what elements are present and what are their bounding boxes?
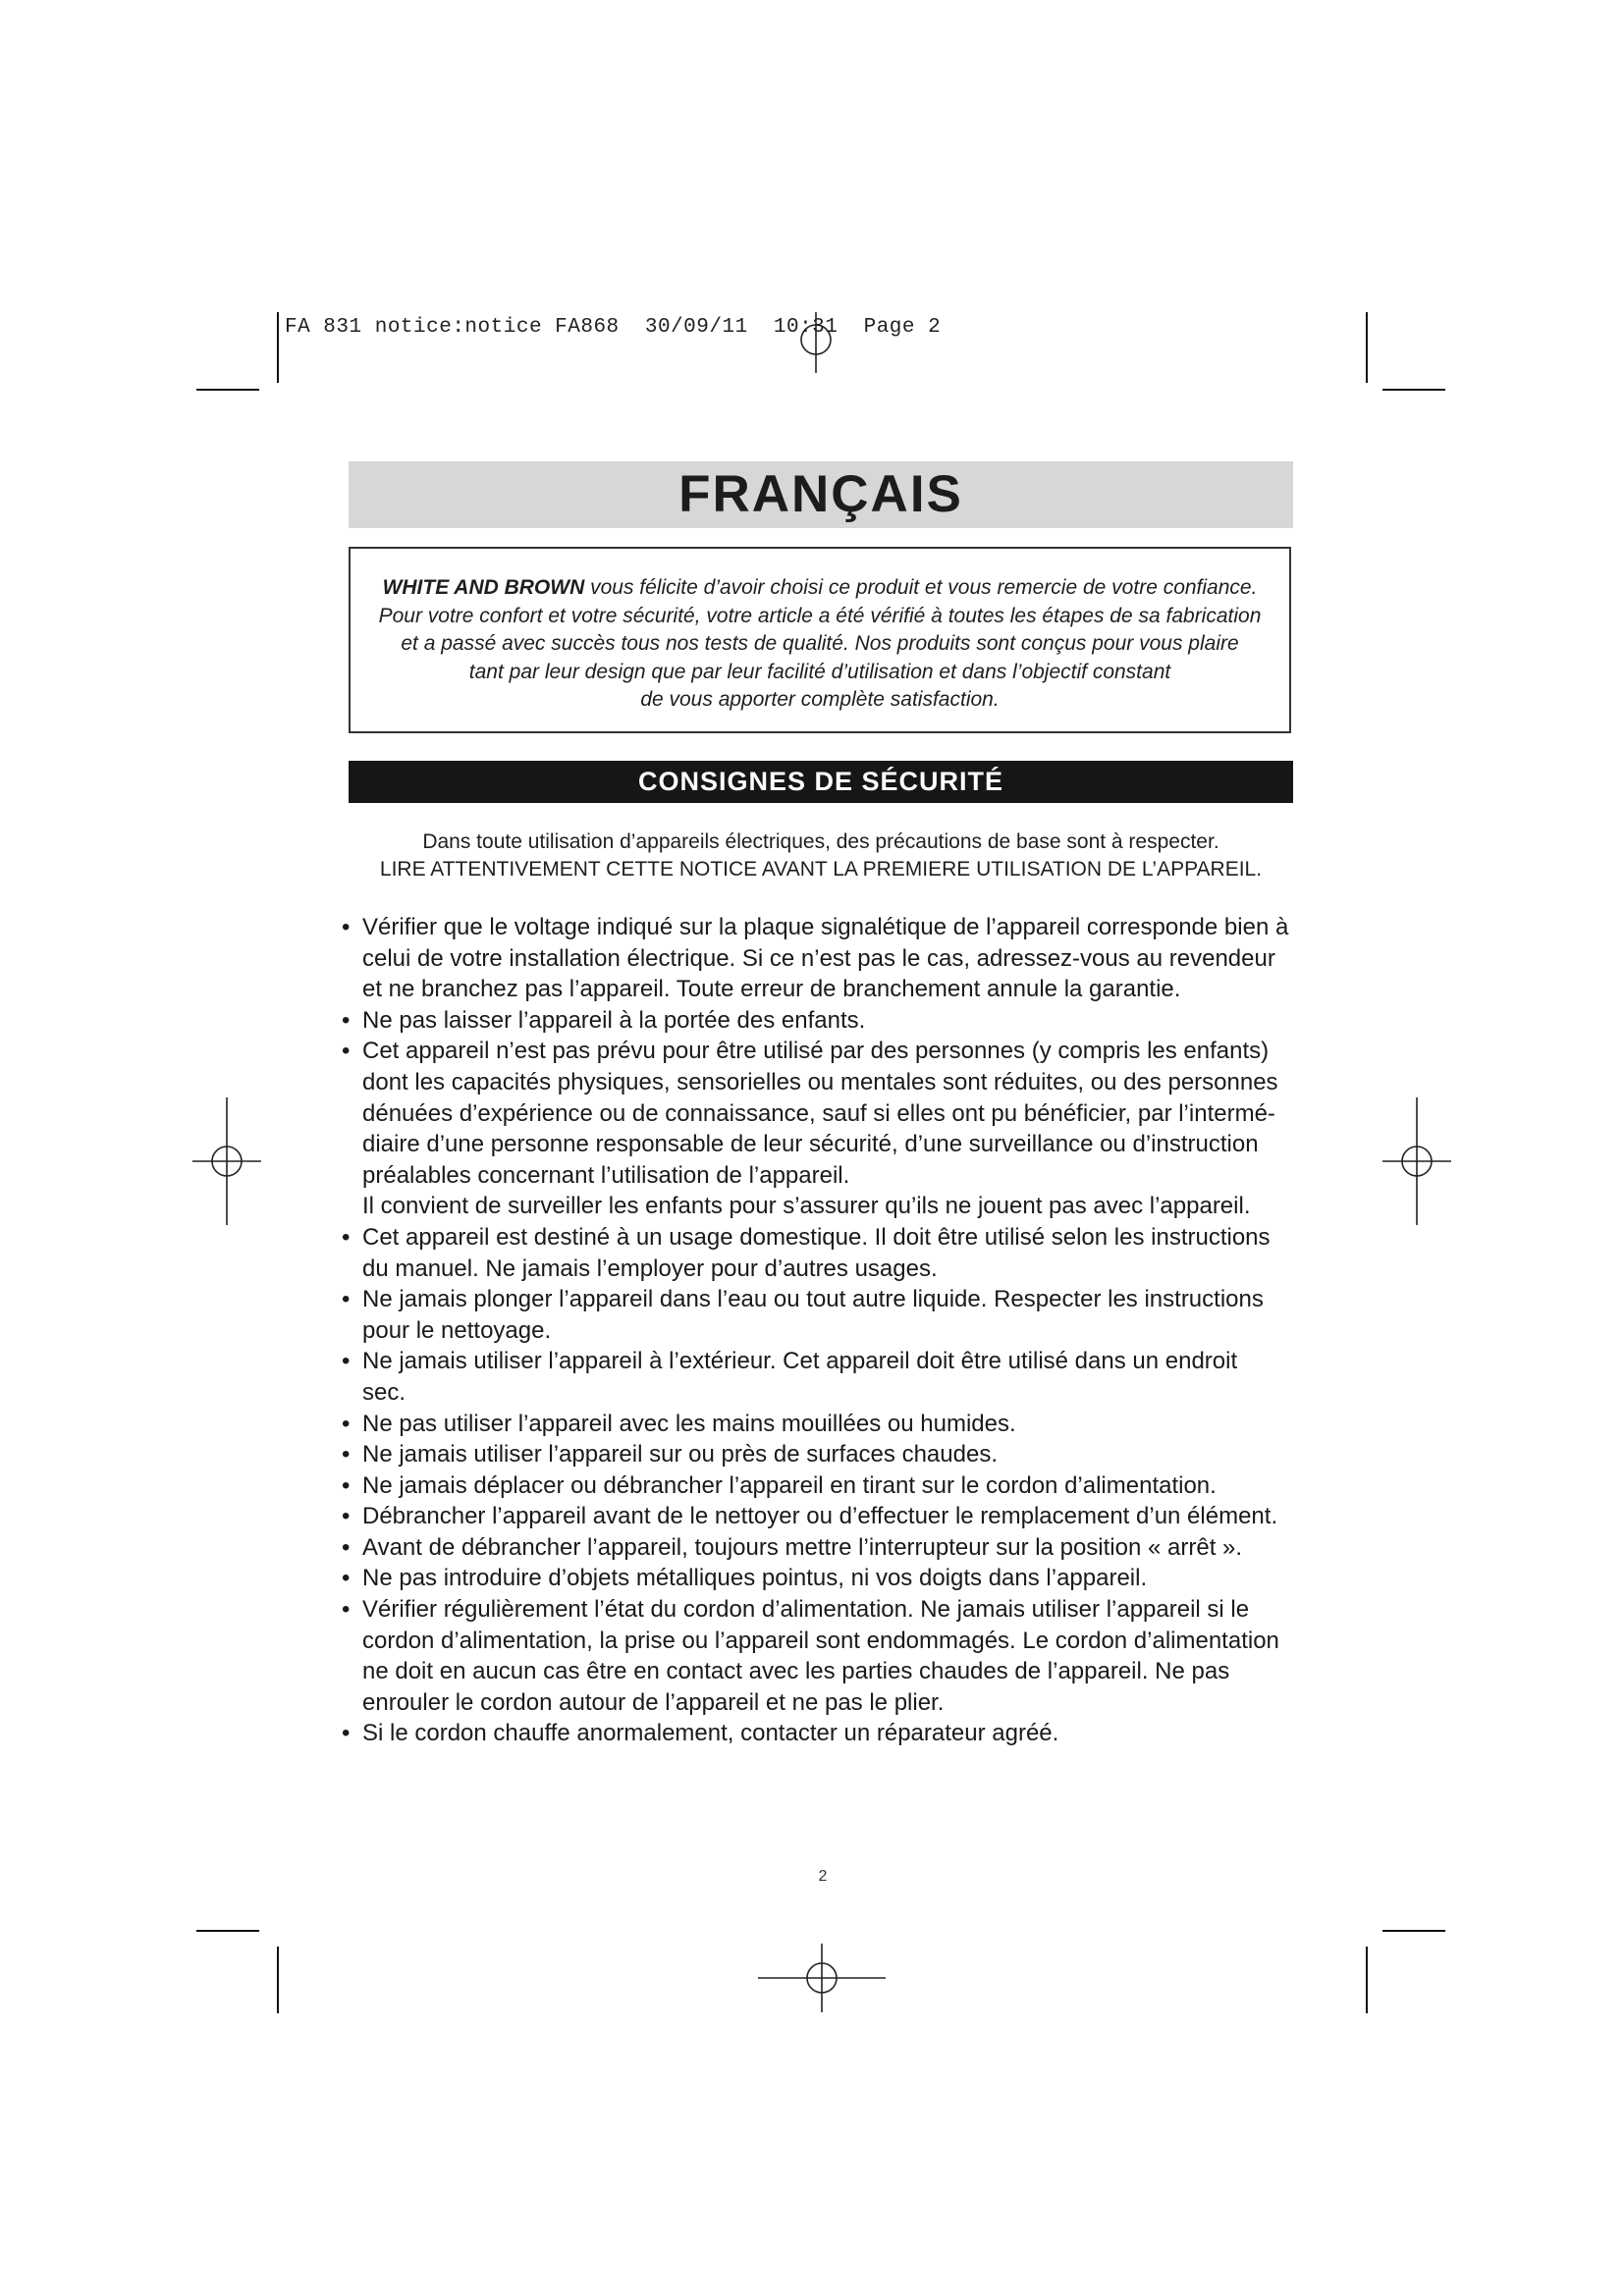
instruction-line: • Ne pas utiliser l’appareil avec les mains mouillées ou humides. [362,1410,1016,1437]
section-title: CONSIGNES DE SÉCURITÉ [637,767,1004,796]
instruction-line: • Ne jamais plonger l’appareil dans l’eau ou tout autre liquide. Respecter les instructions [362,1286,1264,1313]
crop-mark-top-left-vertical [277,312,279,383]
instruction-line: cordon d’alimentation, la prise ou l’appareil sont endommagés. Le cordon d’alimentation [362,1627,1279,1654]
intro-message-box [349,547,1291,733]
instruction-line: • Débrancher l’appareil avant de le nettoyer ou d’effectuer le remplacement d’un élément. [362,1503,1278,1530]
intro-line-5: de vous apporter complète satisfaction. [640,688,1000,711]
instruction-line: du manuel. Ne jamais l’employer pour d’autres usages. [362,1255,938,1282]
intro-line-2: Pour votre confort et votre sécurité, votre article a été vérifié à toutes les étapes de sa fabrication [378,604,1262,627]
intro-line-1 [351,574,1289,603]
instruction-item [341,1594,1295,1718]
instruction-line: sec. [362,1378,406,1406]
safety-preamble [349,828,1293,883]
instruction-line: et ne branchez pas l’appareil. Toute erreur de branchement annule la garantie. [362,976,1181,1003]
crop-mark-top-left-horizontal [196,389,259,391]
preamble-line: Dans toute utilisation d’appareils électriques, des précautions de base sont à respecter. [422,830,1219,853]
instruction-item [341,1532,1295,1564]
instruction-item [341,912,1295,1005]
registration-mark-top-icon [762,312,870,381]
safety-instructions-list [341,912,1295,1749]
instruction-line: diaire d’une personne responsable de leur sécurité, d’une surveillance ou d’instruction [362,1131,1259,1158]
crop-mark-bottom-right-horizontal [1382,1930,1445,1932]
instruction-item [341,1470,1295,1502]
intro-line-1-text: vous félicite d’avoir choisi ce produit et vous remercie de votre confiance. [584,576,1258,599]
instruction-line: • Ne jamais utiliser l’appareil sur ou près de surfaces chaudes. [362,1441,998,1468]
instruction-item [341,1036,1295,1222]
crop-mark-bottom-left-horizontal [196,1930,259,1932]
instruction-item [341,1284,1295,1346]
instruction-line: • Avant de débrancher l’appareil, toujours mettre l’interrupteur sur la position « arrêt ». [362,1533,1243,1561]
printer-slug: FA 831 notice:notice FA868 30/09/11 10:31 Page 2 [285,316,942,339]
instruction-line: enrouler le cordon autour de l’appareil et ne pas le plier. [362,1688,945,1716]
instruction-line: Il convient de surveiller les enfants pour s’assurer qu’ils ne jouent pas avec l’appareil. [362,1193,1251,1220]
registration-mark-bottom-icon [758,1944,886,2012]
instruction-item [341,1563,1295,1594]
instruction-line: • Ne jamais utiliser l’appareil à l’extérieur. Cet appareil doit être utilisé dans un endroit [362,1348,1238,1375]
instruction-line: • Cet appareil est destiné à un usage domestique. Il doit être utilisé selon les instructions [362,1223,1271,1251]
instruction-line: • Cet appareil n’est pas prévu pour être utilisé par des personnes (y compris les enfants) [362,1038,1270,1065]
safety-section-heading [349,761,1293,803]
preamble-line: LIRE ATTENTIVEMENT CETTE NOTICE AVANT LA PREMIERE UTILISATION DE L’APPAREIL. [379,858,1263,881]
instruction-line: dont les capacités physiques, sensorielles ou mentales sont réduites, ou des personnes [362,1068,1278,1095]
instruction-item [341,1501,1295,1532]
instruction-line: • Si le cordon chauffe anormalement, contacter un réparateur agréé. [362,1720,1059,1747]
instruction-line: dénuées d’expérience ou de connaissance, sauf si elles ont pu bénéficier, par l’intermé- [362,1099,1275,1127]
registration-mark-right-icon [1382,1097,1451,1225]
instruction-item [341,1439,1295,1470]
registration-mark-left-icon [192,1097,261,1225]
crop-mark-top-right-horizontal [1382,389,1445,391]
page-number: 2 [818,1868,828,1885]
instruction-item [341,1409,1295,1440]
instruction-item [341,1005,1295,1037]
instruction-line: • Ne pas introduire d’objets métalliques pointus, ni vos doigts dans l’appareil. [362,1565,1148,1592]
instruction-line: pour le nettoyage. [362,1316,552,1344]
intro-line-4: tant par leur design que par leur facilité d’utilisation et dans l’objectif constant [468,660,1171,683]
instruction-item [341,1222,1295,1284]
instruction-line: ne doit en aucun cas être en contact avec les parties chaudes de l’appareil. Ne pas [362,1658,1230,1685]
page-title: FRANÇAIS [678,465,963,523]
brand-name: WHITE AND BROWN [382,576,585,599]
instruction-line: • Ne jamais déplacer ou débrancher l’appareil en tirant sur le cordon d’alimentation. [362,1471,1217,1499]
intro-line-3: et a passé avec succès tous nos tests de qualité. Nos produits sont conçus pour vous plaire [401,632,1239,655]
instruction-item [341,1346,1295,1408]
crop-mark-top-right-vertical [1366,312,1368,383]
language-title-band [349,461,1293,528]
instruction-line: • Vérifier que le voltage indiqué sur la plaque signalétique de l’appareil corresponde bien à [362,914,1289,940]
instruction-line: • Vérifier régulièrement l’état du cordon d’alimentation. Ne jamais utiliser l’appareil si le [362,1596,1250,1624]
crop-mark-bottom-right-vertical [1366,1947,1368,2013]
crop-mark-bottom-left-vertical [277,1947,279,2013]
instruction-line: celui de votre installation électrique. Si ce n’est pas le cas, adressez-vous au revendeur [362,944,1275,972]
instruction-item [341,1718,1295,1749]
instruction-line: préalables concernant l’utilisation de l’appareil. [362,1161,850,1189]
instruction-line: • Ne pas laisser l’appareil à la portée des enfants. [362,1006,866,1034]
